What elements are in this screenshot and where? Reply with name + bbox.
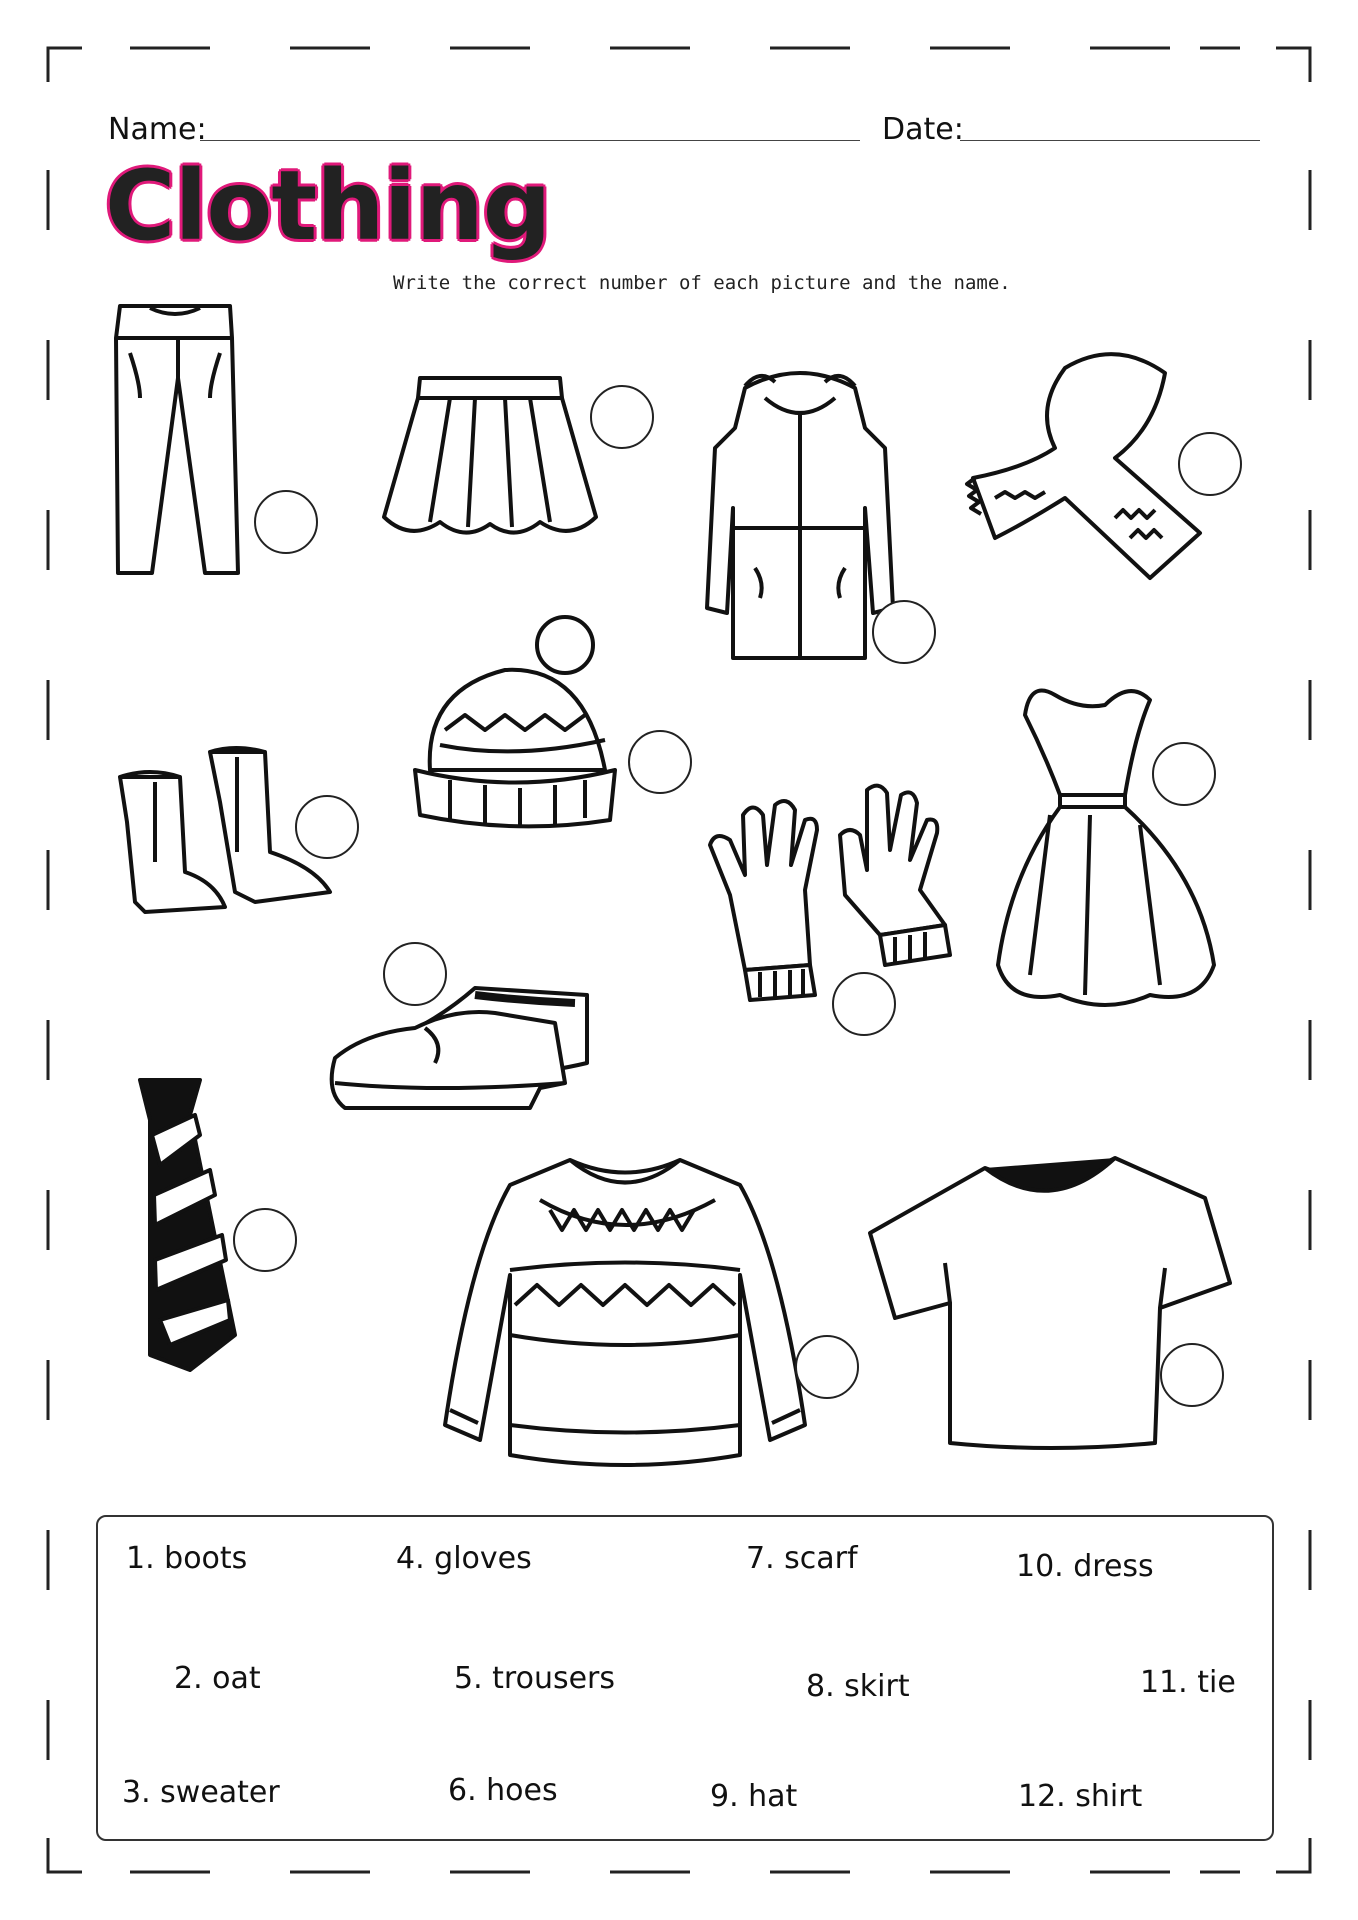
word-bank-item: 5. trousers	[454, 1661, 616, 1696]
word-bank-item: 8. skirt	[806, 1669, 910, 1704]
answer-circle-shirt[interactable]	[1160, 1343, 1224, 1407]
word-bank-item: 2. oat	[174, 1661, 261, 1696]
word-bank-item: 11. tie	[1140, 1665, 1236, 1700]
answer-circle-sweater[interactable]	[795, 1335, 859, 1399]
answer-circle-scarf[interactable]	[1178, 432, 1242, 496]
word-bank-item: 6. hoes	[448, 1773, 558, 1808]
word-bank-item: 12. shirt	[1018, 1779, 1143, 1814]
answer-circle-gloves[interactable]	[832, 972, 896, 1036]
word-bank-item: 4. gloves	[396, 1541, 532, 1576]
answer-circle-skirt[interactable]	[590, 385, 654, 449]
word-bank-item: 7. scarf	[746, 1541, 858, 1576]
answer-circle-coat[interactable]	[872, 600, 936, 664]
word-bank-item: 3. sweater	[122, 1775, 280, 1810]
date-line[interactable]	[960, 140, 1260, 141]
word-bank-item: 9. hat	[710, 1779, 798, 1814]
word-bank-item: 10. dress	[1016, 1549, 1154, 1584]
answer-circle-boots[interactable]	[295, 795, 359, 859]
name-line[interactable]	[200, 140, 860, 141]
date-label: Date:	[882, 112, 964, 147]
instructions: Write the correct number of each picture and the name.	[393, 272, 1011, 294]
page-title: Clothing	[105, 150, 551, 262]
gloves-icon	[705, 775, 955, 1009]
word-bank-item: 1. boots	[126, 1541, 248, 1576]
word-bank-box	[96, 1515, 1274, 1841]
dress-icon	[990, 675, 1220, 1019]
trousers-icon	[110, 298, 240, 582]
scarf-icon	[965, 348, 1205, 582]
answer-circle-hat[interactable]	[628, 730, 692, 794]
answer-circle-tie[interactable]	[233, 1208, 297, 1272]
tie-icon	[130, 1075, 250, 1379]
answer-circle-dress[interactable]	[1152, 742, 1216, 806]
coat-icon	[705, 368, 895, 672]
hat-icon	[405, 610, 625, 834]
sweater-icon	[440, 1155, 810, 1479]
shoes-icon	[325, 983, 595, 1122]
skirt-icon	[380, 372, 600, 546]
shirt-icon	[865, 1153, 1235, 1457]
answer-circle-trousers[interactable]	[254, 490, 318, 554]
name-label: Name:	[108, 112, 207, 147]
